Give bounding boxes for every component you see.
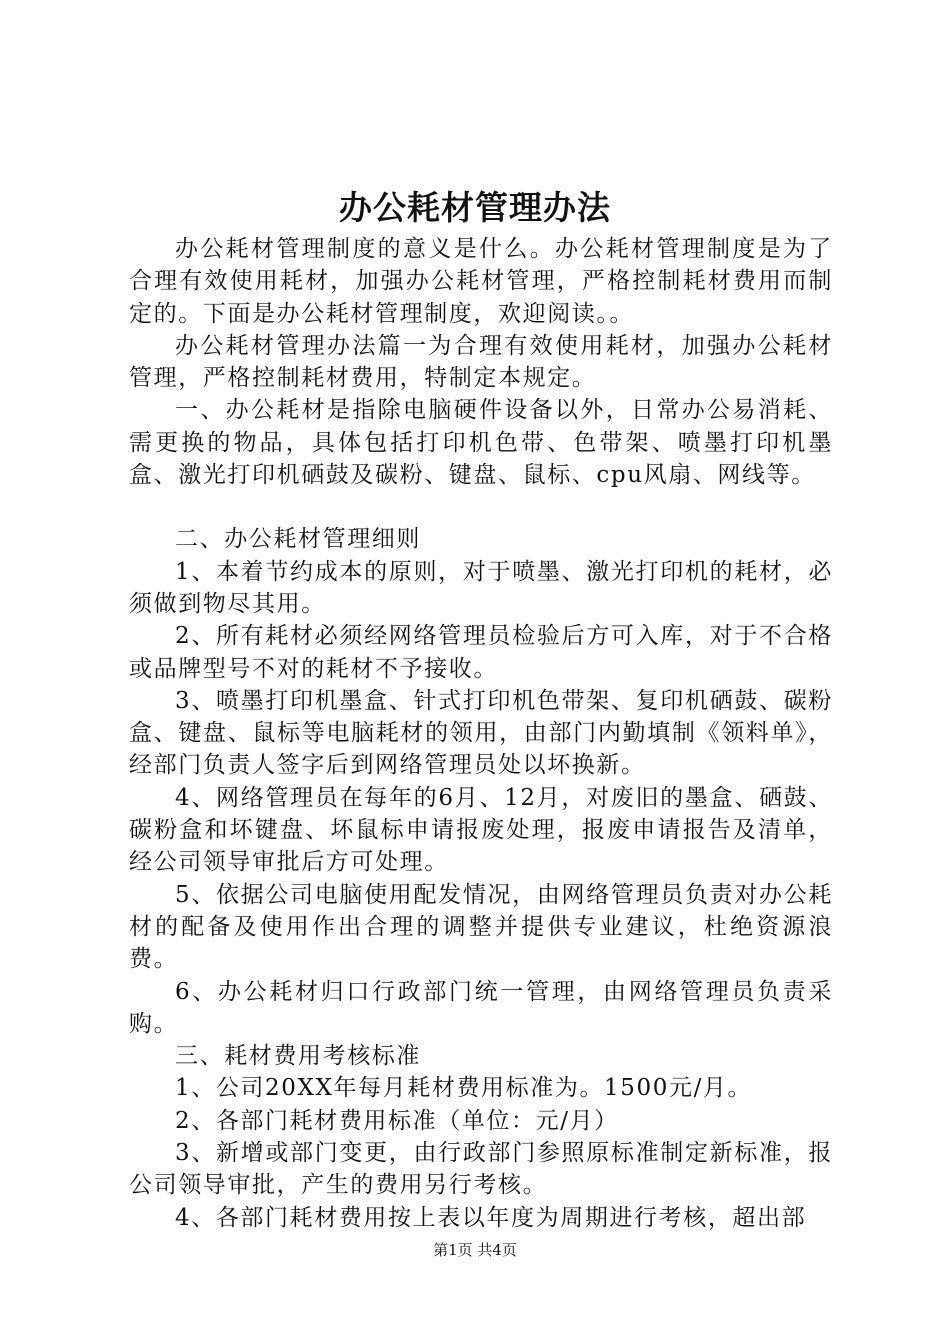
- paragraph: 5、依据公司电脑使用配发情况，由网络管理员负责对办公耗材的配备及使用作出合理的调整并提供专业建议，杜绝资源浪费。: [129, 881, 833, 973]
- page-number-footer: 第1页 共4页: [433, 1241, 517, 1259]
- document-title: 办公耗材管理办法: [339, 188, 611, 227]
- section-heading: 三、耗材费用考核标准: [175, 1043, 421, 1070]
- paragraph: 3、新增或部门变更，由行政部门参照原标准制定新标准，报公司领导审批，产生的费用另行考核。: [129, 1140, 833, 1199]
- section-heading: 二、办公耗材管理细则: [175, 526, 421, 553]
- paragraph: 1、公司20XX年每月耗材费用标准为。1500元/月。: [175, 1075, 753, 1102]
- paragraph: 2、所有耗材必须经网络管理员检验后方可入库，对于不合格或品牌型号不对的耗材不予接收。: [129, 623, 833, 682]
- paragraph: 一、办公耗材是指除电脑硬件设备以外，日常办公易消耗、需更换的物品，具体包括打印机色带、色带架、喷墨打印机墨盒、激光打印机硒鼓及碳粉、键盘、鼠标、cpu风扇、网线等。: [129, 397, 833, 489]
- document-body: [129, 233, 833, 1234]
- paragraph: 3、喷墨打印机墨盒、针式打印机色带架、复印机硒鼓、碳粉盒、键盘、鼠标等电脑耗材的领用，由部门内勤填制《领料单》，经部门负责人签字后到网络管理员处以坏换新。: [129, 687, 833, 779]
- paragraph: 1、本着节约成本的原则，对于喷墨、激光打印机的耗材，必须做到物尽其用。: [129, 558, 833, 617]
- paragraph: 2、各部门耗材费用标准（单位：元/月）: [175, 1107, 619, 1134]
- paragraph: 4、网络管理员在每年的6月、12月，对废旧的墨盒、硒鼓、碳粉盒和坏键盘、坏鼠标申请报废处理，报废申请报告及清单，经公司领导审批后方可处理。: [129, 784, 833, 876]
- paragraph: 办公耗材管理制度的意义是什么。办公耗材管理制度是为了合理有效使用耗材，加强办公耗材管理，严格控制耗材费用而制定的。下面是办公耗材管理制度，欢迎阅读。。: [129, 236, 833, 327]
- paragraph: 4、各部门耗材费用按上表以年度为周期进行考核，超出部: [175, 1204, 807, 1231]
- paragraph: 办公耗材管理办法篇一为合理有效使用耗材，加强办公耗材管理，严格控制耗材费用，特制定本规定。: [129, 332, 833, 392]
- paragraph: 6、办公耗材归口行政部门统一管理，由网络管理员负责采购。: [129, 978, 833, 1037]
